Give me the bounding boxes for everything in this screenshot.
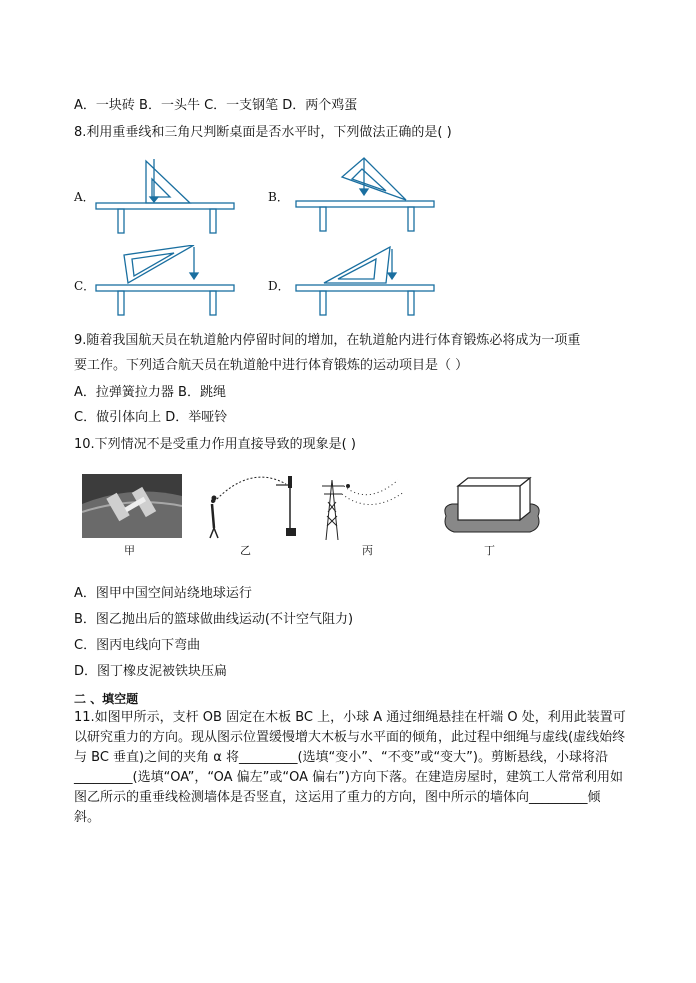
q10-stem: 10.下列情况不是受重力作用直接导致的现象是( ) <box>74 437 356 452</box>
q9-stem-line2: 要工作。下列适合航天员在轨道舱中进行体育锻炼的运动项目是（ ） <box>74 358 469 373</box>
q10-caption-bing: 丙 <box>362 544 373 557</box>
q9-stem-line1: 9.随着我国航天员在轨道舱内停留时间的增加，在轨道舱内进行体育锻炼必将成为一项重 <box>74 333 581 348</box>
q8-option-c-label: C． <box>74 279 96 293</box>
q8-figure-c <box>94 245 238 325</box>
q8-figure-d <box>294 245 438 325</box>
q10-option-b: B．图乙抛出后的篮球做曲线运动(不计空气阻力) <box>74 612 354 627</box>
q10-figure-ding-block <box>440 476 544 540</box>
q10-figure-bing-power-line <box>318 472 418 542</box>
q8-option-a-label: A． <box>74 190 95 204</box>
q10-caption-yi: 乙 <box>240 544 251 557</box>
section-title-fill-blank: 二 、填空题 <box>74 692 139 706</box>
q8-option-b-label: B． <box>268 190 289 204</box>
q10-option-a: A．图甲中国空间站绕地球运行 <box>74 586 252 601</box>
q8-figure-a <box>94 155 238 235</box>
q10-figure-yi-basketball <box>200 468 304 540</box>
q8-stem: 8.利用重垂线和三角尺判断桌面是否水平时，下列做法正确的是( ) <box>74 125 452 140</box>
q10-option-d: D．图丁橡皮泥被铁块压扁 <box>74 664 228 679</box>
q11-text: 11.如图甲所示，支杆 OB 固定在木板 BC 上，小球 A 通过细绳悬挂在杆端 O 处，利用此装置可以研究重力的方向。现从图示位置缓慢增大木板与水平面的倾角，此过程中细绳与虚线(虚线始终与 BC 垂直)之间的夹角 α 将_________(选填“变小”、“不变”或“变大”)。剪断悬线，小球将沿_________(选填“OA”，“OA 偏左”或“OA 偏右”)方向下落。在建造房屋时，建筑工人常常利用如图乙所示的重垂线检测墙体是否竖直，这运用了重力的方向，图中所示的墙体向_________倾斜。 <box>74 710 626 825</box>
q9-options-line1: A．拉弹簧拉力器 B．跳绳 <box>74 385 226 400</box>
q10-figure-jia-space-station <box>82 474 182 538</box>
q10-option-c: C．图丙电线向下弯曲 <box>74 638 201 653</box>
q8-option-d-label: D． <box>268 279 290 293</box>
q10-caption-jia: 甲 <box>124 544 135 557</box>
q10-caption-ding: 丁 <box>484 544 495 557</box>
q9-options-line2: C．做引体向上 D．举哑铃 <box>74 410 228 425</box>
q8-figure-b <box>294 155 438 235</box>
q7-options: A．一块砖 B．一头牛 C．一支钢笔 D．两个鸡蛋 <box>74 98 358 113</box>
